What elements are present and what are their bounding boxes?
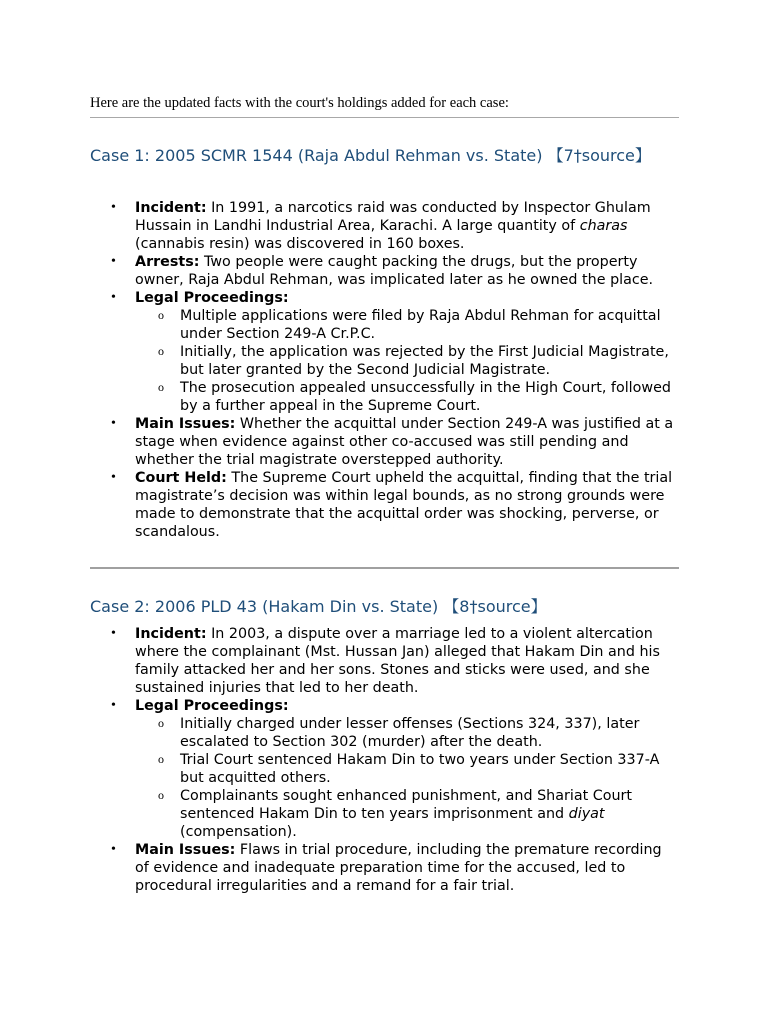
case2-item3-italic: diyat — [568, 806, 605, 822]
case1-proceedings-item: o Initially, the application was rejected by the First Judicial Magistrate, but later granted by the Second Judicial Magistrate. — [135, 343, 679, 379]
case1-incident-label: Incident: — [135, 200, 207, 216]
case2-proceedings-sublist — [135, 715, 679, 841]
case2-incident-label: Incident: — [135, 626, 207, 642]
case1-heading: Case 1: 2005 SCMR 1544 (Raja Abdul Rehman vs. State) 【7†source】 — [90, 146, 651, 165]
case1-issues-label: Main Issues: — [135, 416, 236, 432]
case1-proceedings-label: Legal Proceedings: — [135, 290, 289, 306]
top-divider — [90, 117, 679, 118]
case1-proceedings-sublist — [135, 307, 679, 415]
case1-arrests-label: Arrests: — [135, 254, 200, 270]
case2-issues-label: Main Issues: — [135, 842, 236, 858]
case1-arrests — [90, 253, 679, 289]
case2-list — [90, 625, 679, 895]
case1-held — [90, 469, 679, 541]
case2-incident — [90, 625, 679, 697]
case1-arrests-text: Two people were caught packing the drugs, but the property owner, Raja Abdul Rehman, was implicated later as he owned the place. — [135, 254, 654, 288]
case2-incident-text: In 2003, a dispute over a marriage led to a violent altercation where the complainant (Mst. Hussan Jan) alleged that Hakam Din and his family attacked her and her sons. Stones and sticks were used, and she sustained injuries that led to her death. — [135, 626, 660, 696]
case1-issues — [90, 415, 679, 469]
case2-issues-text: Flaws in trial procedure, including the premature recording of evidence and inadequate preparation time for the accused, led to procedural irregularities and a remand for a fair trial. — [135, 842, 662, 894]
case2-proceedings-item — [135, 787, 679, 841]
intro-text: Here are the updated facts with the court's holdings added for each case: — [90, 95, 509, 111]
case1-proceedings — [90, 289, 679, 415]
case1-incident-italic: charas — [579, 218, 628, 234]
case1-proceedings-item: o Multiple applications were filed by Raja Abdul Rehman for acquittal under Section 249-A Cr.P.C. — [135, 307, 679, 343]
case1-incident — [90, 199, 679, 253]
case-divider — [90, 567, 679, 569]
case1-incident-text-a: In 1991, a narcotics raid was conducted by Inspector Ghulam Hussain in Landhi Industrial Area, Karachi. A large quantity of — [135, 200, 651, 234]
case1-held-label: Court Held: — [135, 470, 227, 486]
case2-item3-text-a: Complainants sought enhanced punishment, and Shariat Court sentenced Hakam Din to ten years imprisonment and — [180, 788, 633, 822]
case1-issues-text: Whether the acquittal under Section 249-A was justified at a stage when evidence against other co-accused was still pending and whether the trial magistrate overstepped authority. — [135, 416, 674, 468]
case2-proceedings-item: o Trial Court sentenced Hakam Din to two years under Section 337-A but acquitted others. — [135, 751, 679, 787]
case1-incident-text-b: (cannabis resin) was discovered in 160 boxes. — [135, 236, 465, 252]
case1-list — [90, 199, 679, 541]
case2-proceedings-item: o Initially charged under lesser offenses (Sections 324, 337), later escalated to Section 302 (murder) after the death. — [135, 715, 679, 751]
case2-item3-text-b: (compensation). — [180, 824, 297, 840]
case1-proceedings-item: o The prosecution appealed unsuccessfully in the High Court, followed by a further appeal in the Supreme Court. — [135, 379, 679, 415]
case2-issues — [90, 841, 679, 895]
case2-heading: Case 2: 2006 PLD 43 (Hakam Din vs. State) 【8†source】 — [90, 597, 547, 616]
case2-proceedings-label: Legal Proceedings: — [135, 698, 289, 714]
case1-held-text: The Supreme Court upheld the acquittal, finding that the trial magistrate’s decision was within legal bounds, as no strong grounds were made to demonstrate that the acquittal order was shocking, perverse, or scandalous. — [135, 470, 673, 540]
case2-proceedings — [90, 697, 679, 841]
